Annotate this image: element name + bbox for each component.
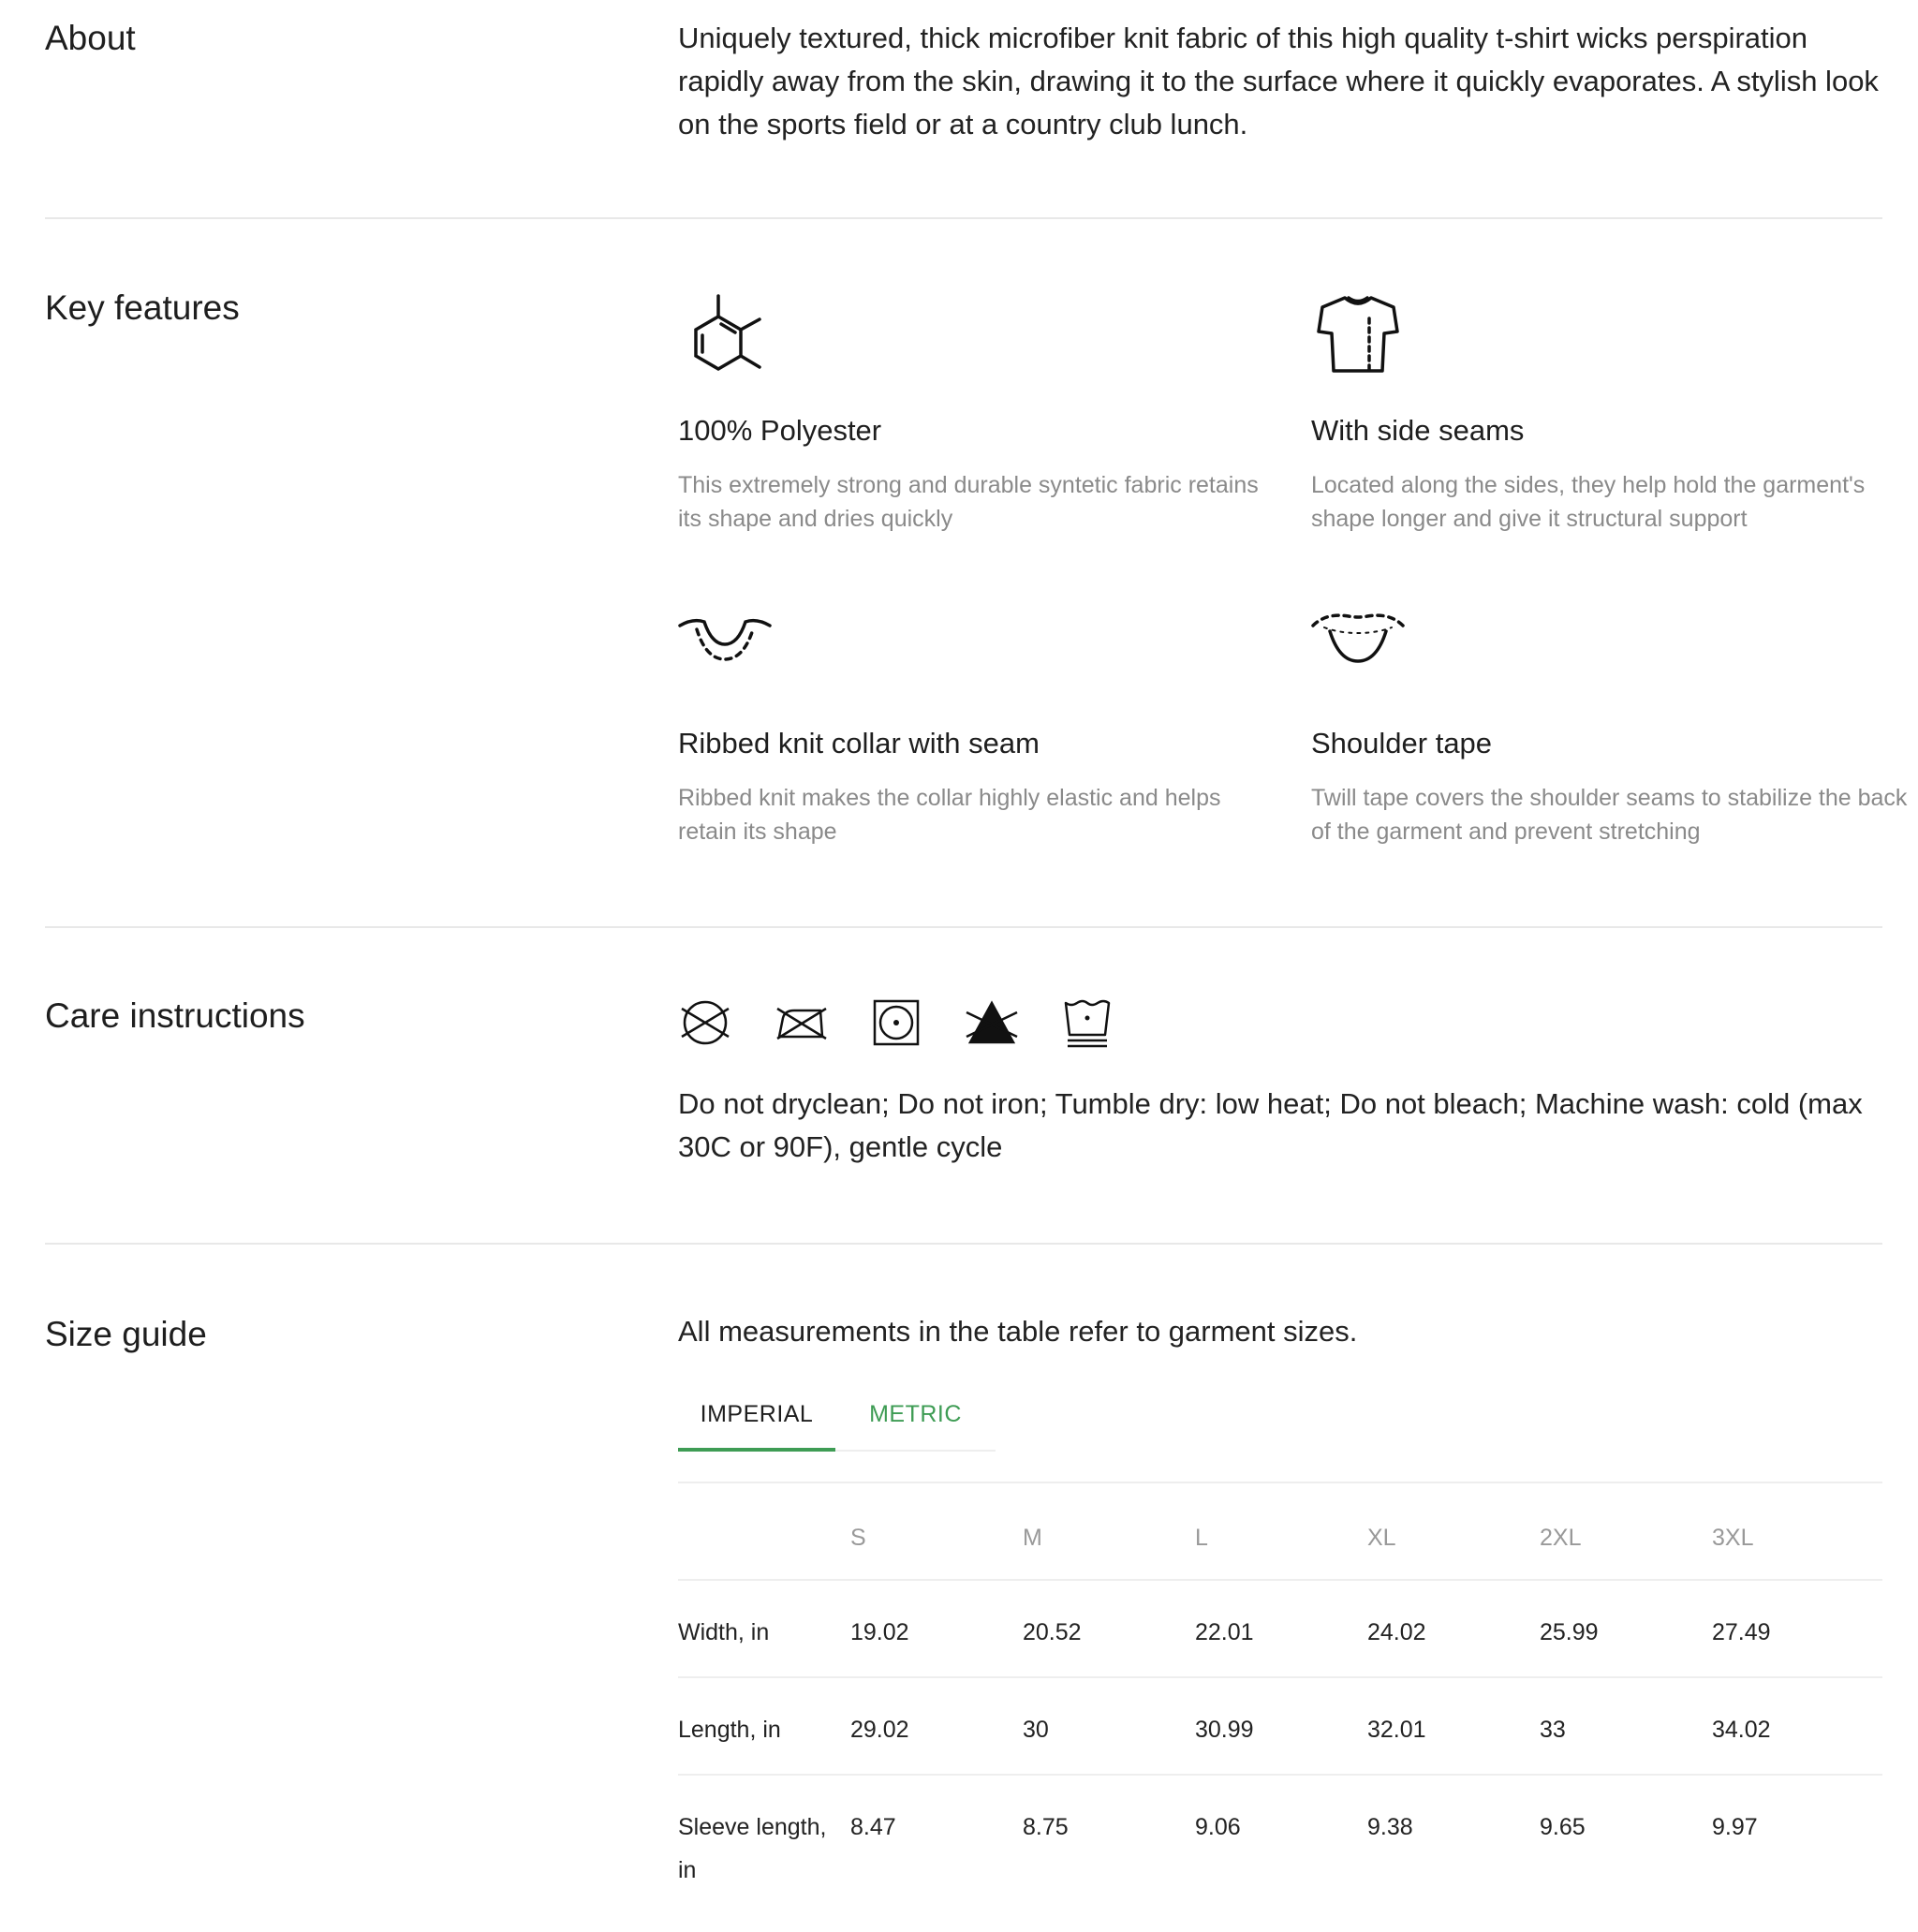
table-cell: 32.01 (1367, 1717, 1426, 1743)
side-seams-shirt-icon (1311, 287, 1405, 380)
table-header-cell (678, 1482, 850, 1580)
table-row (678, 1677, 1882, 1775)
table-cell: 19.02 (850, 1619, 909, 1645)
feature-item (678, 599, 1277, 848)
table-cell: 33 (1540, 1717, 1566, 1743)
feature-title: Ribbed knit collar with seam (678, 727, 1040, 760)
feature-description: Ribbed knit makes the collar highly elastic and helps retain its shape (678, 785, 1221, 845)
row-label: Length, in (678, 1717, 781, 1743)
about-title: About (45, 19, 136, 57)
features-grid (678, 287, 1908, 886)
table-header-row (678, 1482, 1882, 1580)
feature-description: Twill tape covers the shoulder seams to stabilize the back of the garment and prevent stretching (1311, 785, 1908, 845)
table-row (678, 1775, 1882, 1892)
machine-wash-cold-icon (1060, 995, 1114, 1050)
feature-title: 100% Polyester (678, 414, 882, 447)
table-cell: 30 (1023, 1717, 1049, 1743)
feature-item (1311, 599, 1911, 848)
feature-title: Shoulder tape (1311, 727, 1493, 760)
table-cell: 24.02 (1367, 1619, 1426, 1645)
section-divider (45, 1243, 1882, 1245)
table-cell: 9.65 (1540, 1814, 1586, 1840)
size-guide-intro: All measurements in the table refer to garment sizes. (678, 1315, 1358, 1348)
tumble-dry-low-icon (869, 995, 923, 1050)
do-not-bleach-icon (965, 995, 1019, 1050)
key-features-section (45, 287, 1908, 867)
feature-item (1311, 287, 1911, 536)
polyester-molecule-icon (678, 287, 772, 380)
table-cell: 30.99 (1195, 1717, 1254, 1743)
size-table (678, 1482, 1882, 1892)
table-cell: 27.49 (1712, 1619, 1771, 1645)
tab-metric[interactable]: METRIC (869, 1401, 962, 1427)
care-icons-row (678, 995, 1882, 1051)
do-not-iron-icon (774, 995, 828, 1050)
table-cell: 8.47 (850, 1814, 896, 1840)
unit-tabs (678, 1395, 996, 1452)
ribbed-collar-icon (678, 599, 772, 693)
table-cell: 8.75 (1023, 1814, 1069, 1840)
size-guide-section (45, 1313, 1882, 1932)
table-header-cell: 3XL (1712, 1525, 1754, 1551)
key-features-title: Key features (45, 288, 240, 327)
feature-description: This extremely strong and durable syntetic fabric retains its shape and dries quickly (678, 472, 1259, 532)
table-row (678, 1580, 1882, 1677)
table-cell: 9.06 (1195, 1814, 1241, 1840)
feature-description: Located along the sides, they help hold the garment's shape longer and give it structural support (1311, 472, 1866, 532)
size-guide-title: Size guide (45, 1315, 207, 1353)
section-divider (45, 926, 1882, 928)
table-header-cell: 2XL (1540, 1525, 1582, 1551)
table-cell: 22.01 (1195, 1619, 1254, 1645)
table-cell: 20.52 (1023, 1619, 1082, 1645)
table-header-cell: XL (1367, 1525, 1396, 1551)
tab-imperial[interactable]: IMPERIAL (678, 1395, 835, 1452)
table-header-cell: S (850, 1525, 866, 1551)
table-cell: 25.99 (1540, 1619, 1599, 1645)
row-label: Width, in (678, 1619, 770, 1645)
section-divider (45, 217, 1882, 219)
table-header-cell: L (1195, 1525, 1208, 1551)
care-title: Care instructions (45, 996, 305, 1035)
feature-title: With side seams (1311, 414, 1525, 447)
about-section (45, 17, 1882, 167)
table-header-cell: M (1023, 1525, 1042, 1551)
table-cell: 9.97 (1712, 1814, 1758, 1840)
care-section (45, 995, 1882, 1219)
table-cell: 29.02 (850, 1717, 909, 1743)
row-label: Sleeve length, in (678, 1814, 827, 1883)
shoulder-tape-icon (1311, 599, 1405, 693)
table-cell: 34.02 (1712, 1717, 1771, 1743)
about-description: Uniquely textured, thick microfiber knit fabric of this high quality t-shirt wicks perspiration rapidly away from the skin, drawing it to the surface where it quickly evaporates. A stylish look on the sports field or at a country club lunch. (678, 22, 1879, 140)
feature-item (678, 287, 1277, 536)
do-not-dryclean-icon (678, 995, 732, 1050)
care-description: Do not dryclean; Do not iron; Tumble dry: low heat; Do not bleach; Machine wash: cold (max 30C or 90F), gentle cycle (678, 1087, 1863, 1163)
table-cell: 9.38 (1367, 1814, 1413, 1840)
